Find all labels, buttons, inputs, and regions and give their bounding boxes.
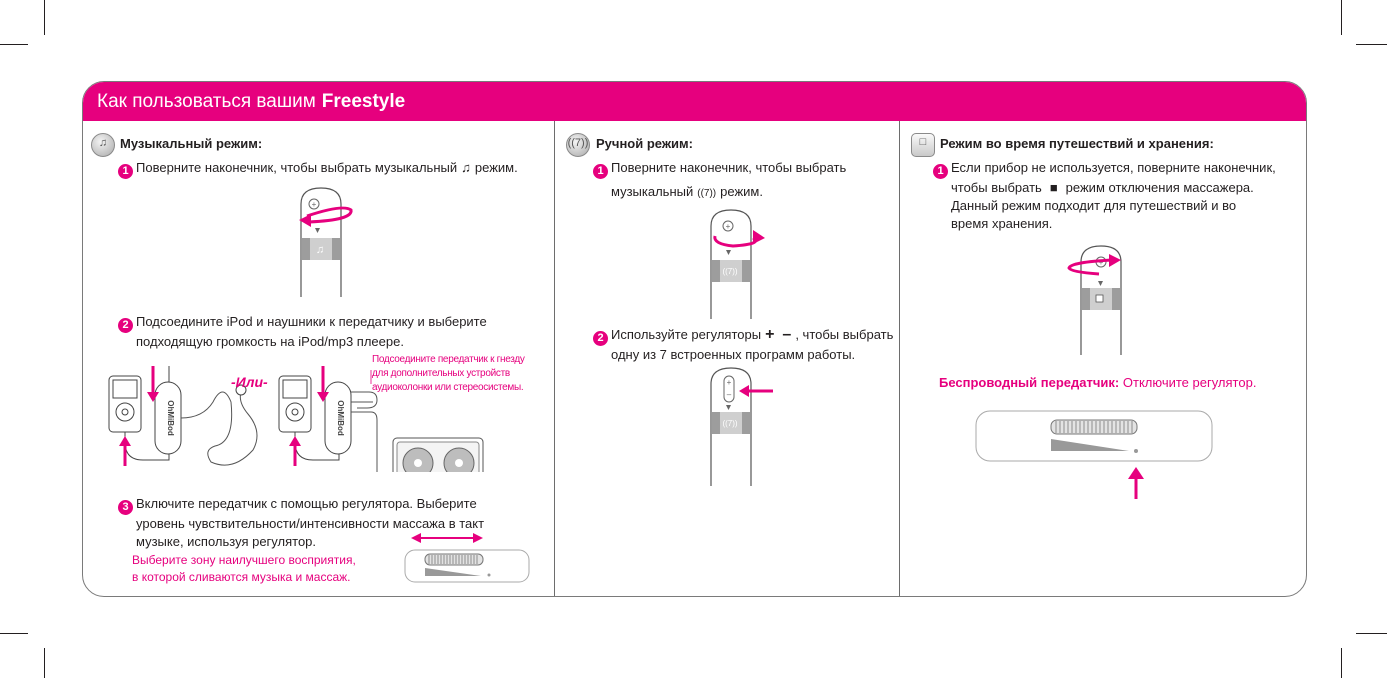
- step-text: режим.: [474, 160, 518, 175]
- device-rotate-illustration: [693, 204, 773, 319]
- note-line: в которой сливаются музыка и массаж.: [132, 570, 351, 584]
- step-text: Поверните наконечник, чтобы выбрать: [611, 160, 847, 175]
- step-text: музыке, используя регулятор.: [136, 534, 317, 549]
- step-text: Подсоедините iPod и наушники к передатчику и выберите: [136, 314, 487, 329]
- crop-mark: [1356, 44, 1387, 45]
- step-text: музыкальный: [611, 184, 694, 199]
- travel-mode-title: Режим во время путешествий и хранения:: [940, 136, 1214, 151]
- step-text: режим.: [720, 184, 763, 199]
- column-divider: [899, 121, 900, 596]
- step-number: 1: [593, 164, 608, 179]
- crop-mark: [44, 648, 45, 678]
- crop-mark: [1341, 648, 1342, 678]
- crop-mark: [1356, 633, 1387, 634]
- step-number: 1: [118, 164, 133, 179]
- crop-mark: [1341, 0, 1342, 35]
- manual-mode-title: Ручной режим:: [596, 136, 693, 151]
- header-bar: [83, 82, 1306, 121]
- title-prefix: Как пользоваться вашим: [97, 91, 316, 112]
- svg-text:((7)): ((7)): [722, 419, 738, 428]
- minus-glyph: –: [782, 326, 792, 343]
- music-mode-title: Музыкальный режим:: [120, 136, 263, 151]
- off-square-glyph: ■: [1049, 180, 1058, 195]
- transmitter-label: OhMiBod: [166, 400, 175, 436]
- music-step-2: [118, 313, 487, 351]
- note-line: Выберите зону наилучшего восприятия,: [132, 553, 356, 567]
- crop-mark: [0, 44, 28, 45]
- or-label: -Или-: [231, 374, 268, 390]
- device-buttons-illustration: [693, 362, 783, 486]
- step-number: 3: [118, 500, 133, 515]
- note-line: для дополнительных устройств: [372, 368, 510, 379]
- svg-text:+: +: [725, 222, 731, 231]
- square-off-icon: □: [911, 133, 935, 157]
- device-rotate-illustration: [1063, 240, 1143, 355]
- crop-mark: [44, 0, 45, 35]
- crop-mark: [0, 633, 28, 634]
- step-text: Если прибор не используется, поверните наконечник,: [951, 160, 1276, 175]
- svg-text:–: –: [726, 390, 732, 399]
- svg-text:+: +: [726, 378, 732, 387]
- step-text: Данный режим подходит для путешествий и во: [951, 198, 1237, 213]
- svg-text:((7)): ((7)): [722, 267, 738, 276]
- instruction-card: [82, 81, 1307, 597]
- column-divider: [554, 121, 555, 596]
- svg-text:♫: ♫: [315, 244, 325, 256]
- regulator-off-illustration: [973, 407, 1218, 502]
- step-number: 2: [118, 318, 133, 333]
- speaker-note: [372, 353, 525, 395]
- note-line: Подсоедините передатчик к гнезду: [372, 354, 525, 365]
- step-text: время хранения.: [951, 216, 1053, 231]
- svg-text:+: +: [1098, 258, 1104, 267]
- vibration-mode-icon: ((7)): [566, 133, 590, 157]
- step-text: Используйте регуляторы: [611, 327, 762, 342]
- step-text: Поверните наконечник, чтобы выбрать музыкальный: [136, 160, 458, 175]
- note-line: аудиоколонки или стереосистемы.: [372, 382, 524, 393]
- travel-step-1: [933, 159, 1276, 233]
- device-rotate-illustration: [283, 182, 363, 297]
- sensitivity-dial-illustration: [401, 530, 533, 586]
- music-step-1: [118, 159, 518, 179]
- svg-text:+: +: [311, 200, 317, 209]
- step-text: одну из 7 встроенных программ работы.: [611, 347, 856, 362]
- music-note-icon: ♫: [91, 133, 115, 157]
- transmitter-label: OhMiBod: [336, 400, 345, 436]
- step-text: , чтобы выбрать: [795, 327, 894, 342]
- step-text: режим отключения массажера.: [1065, 180, 1254, 195]
- wireless-text: Отключите регулятор.: [1122, 375, 1257, 390]
- vibration-glyph: ((7)): [697, 188, 717, 199]
- music-note-glyph: ♫: [461, 160, 471, 175]
- manual-step-1: [593, 159, 846, 205]
- step-text: Включите передатчик с помощью регулятора. Выберите: [136, 496, 477, 511]
- step-text: подходящую громкость на iPod/mp3 плеере.: [136, 334, 404, 349]
- step-text: уровень чувствительности/интенсивности массажа в такт: [136, 516, 485, 531]
- page-title: [97, 91, 405, 113]
- zone-note: [132, 552, 356, 586]
- plus-glyph: +: [765, 326, 775, 343]
- step-text: чтобы выбрать: [951, 180, 1042, 195]
- step-number: 2: [593, 331, 608, 346]
- manual-step-2: [593, 326, 893, 364]
- brand-name: Freestyle: [321, 91, 406, 112]
- wireless-note: [939, 374, 1256, 391]
- wireless-label: Беспроводный передатчик:: [939, 375, 1120, 390]
- step-number: 1: [933, 164, 948, 179]
